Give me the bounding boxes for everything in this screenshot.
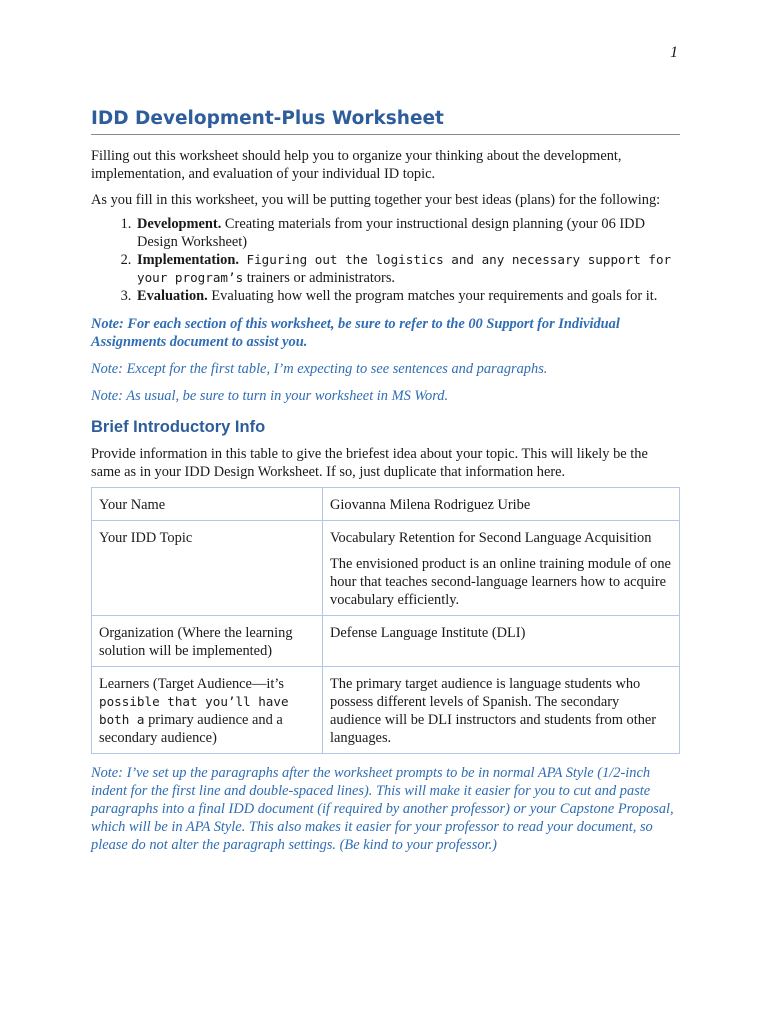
note-apa-style: Note: I’ve set up the paragraphs after the worksheet prompts to be in normal APA Style (1/2-inch indent for the first line and double-spaced lines). This will make it easier for you to cut and paste paragraphs into a final IDD document (if required by another professor) or your Capstone Proposal, which will be in APA Style. This also makes it easier for your professor to read your document, so please do not alter the paragraph settings. (Be kind to your professor.) [91, 765, 674, 853]
table-value-cell [323, 521, 680, 616]
table-label-cell: Your IDD Topic [92, 521, 323, 616]
goals-list [91, 215, 680, 305]
table-value-cell [323, 667, 680, 754]
list-item-development [135, 215, 680, 251]
table-row [92, 616, 680, 667]
table-value-cell [323, 488, 680, 521]
table-label-cell: Your Name [92, 488, 323, 521]
cell-text: Giovanna Milena Rodriguez Uribe [330, 497, 531, 513]
section-intro: Provide information in this table to give the briefest idea about your topic. This will likely be the same as in your IDD Design Worksheet. If so, just duplicate that information here. [91, 446, 648, 480]
intro-paragraph: As you fill in this worksheet, you will be putting together your best ideas (plans) for the following: [91, 192, 661, 208]
table-row [92, 521, 680, 616]
document-title: IDD Development-Plus Worksheet [91, 108, 680, 135]
list-item-term: Development. [137, 216, 222, 232]
table-row [92, 667, 680, 754]
info-table [91, 487, 680, 754]
page-number: 1 [670, 44, 678, 61]
section-heading: Brief Introductory Info [91, 418, 266, 436]
cell-text: Defense Language Institute (DLI) [330, 625, 526, 641]
list-item-text: Evaluating how well the program matches your requirements and goals for it. [207, 288, 658, 304]
cell-text: Learners (Target Audience—it’s [99, 676, 284, 692]
cell-text: The primary target audience is language students who possess different levels of Spanish. The secondary audience will be DLI instructors and students from other languages. [330, 676, 657, 746]
list-item-term: Implementation. [137, 252, 239, 268]
list-item-implementation [135, 251, 680, 287]
document-body [91, 108, 680, 854]
cell-text: possible that you’ll have both a [99, 694, 289, 727]
list-item-evaluation [135, 287, 680, 305]
table-label-cell: Organization (Where the learning solution will be implemented) [92, 616, 323, 667]
list-item-text: Creating materials from your instructional design planning (your 06 IDD Design Worksheet) [137, 216, 645, 250]
list-item-text: Figuring out the logistics and any necessary support for your program’s [137, 252, 672, 285]
cell-text: primary audience and a secondary audience) [99, 712, 283, 746]
note-ms-word: Note: As usual, be sure to turn in your worksheet in MS Word. [91, 388, 449, 404]
table-row [92, 488, 680, 521]
list-item-text: trainers or administrators. [243, 270, 396, 286]
note-sentences: Note: Except for the first table, I’m expecting to see sentences and paragraphs. [91, 361, 548, 377]
table-value-cell [323, 616, 680, 667]
cell-text: The envisioned product is an online training module of one hour that teaches second-language learners how to acquire vocabulary efficiently. [330, 556, 671, 608]
cell-text: Vocabulary Retention for Second Language Acquisition [330, 530, 652, 546]
list-item-term: Evaluation. [137, 288, 208, 304]
note-support-document: Note: For each section of this worksheet, be sure to refer to the 00 Support for Individual Assignments document to assist you. [91, 316, 620, 350]
table-label-cell [92, 667, 323, 754]
intro-paragraph: Filling out this worksheet should help you to organize your thinking about the development, implementation, and evaluation of your individual ID topic. [91, 148, 622, 182]
